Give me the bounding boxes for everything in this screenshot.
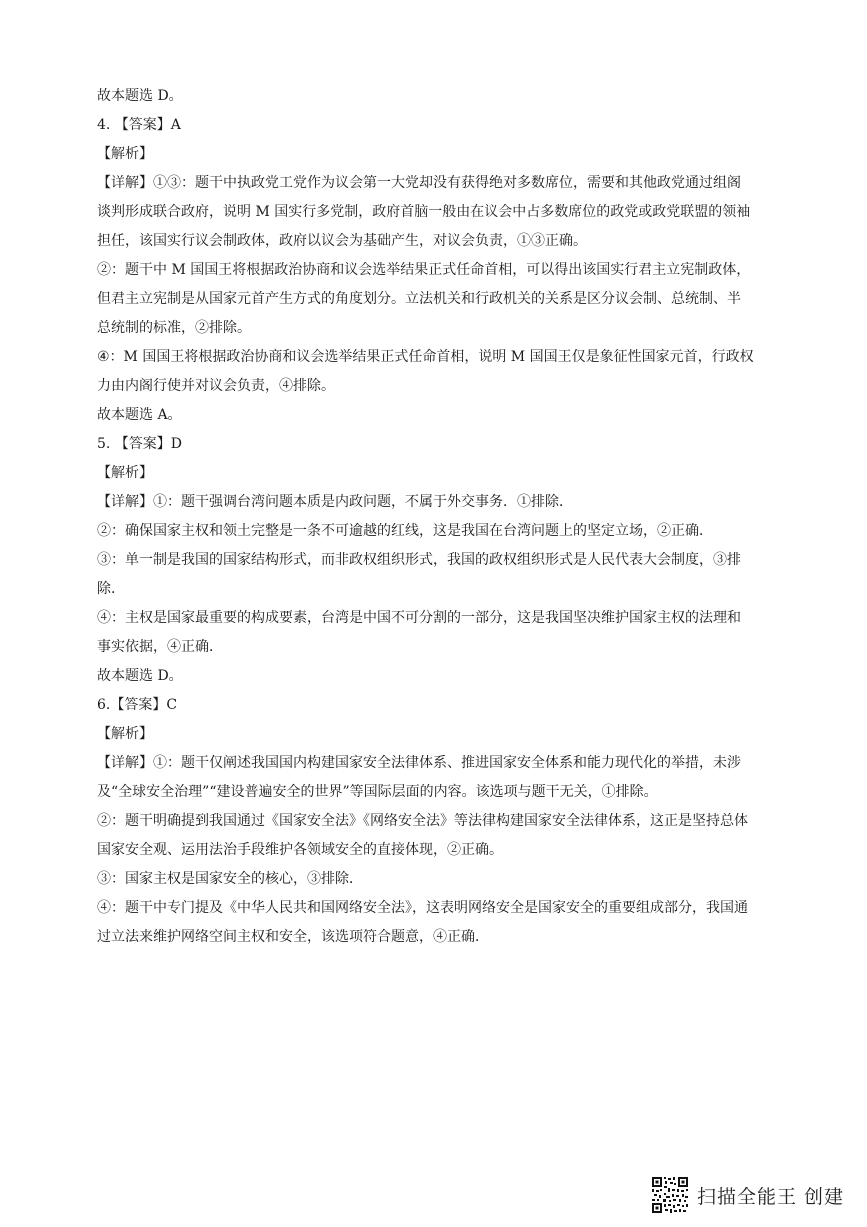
text-line: 【详解】①：题干仅阐述我国国内构建国家安全法律体系、推进国家安全体系和能力现代化的举措，未涉 [97, 755, 741, 771]
text-line: ③：单一制是我国的国家结构形式，而非政权组织形式，我国的政权组织形式是人民代表大会制度，③排 [97, 552, 741, 568]
question-6-answer: 6.【答案】C [97, 697, 178, 713]
text-line: 除． [97, 581, 125, 597]
text-line: 【详解】①：题干强调台湾问题本质是内政问题，不属于外交事务．①排除． [97, 494, 573, 510]
text-line: 故本题选 D。 [97, 668, 183, 684]
text-line: 担任，该国实行议会制政体，政府以议会为基础产生，对议会负责，①③正确。 [97, 233, 587, 249]
scanner-brand-label: 扫描全能王 创建 [697, 1185, 845, 1208]
text-line: 【详解】①③：题干中执政党工党作为议会第一大党却没有获得绝对多数席位，需要和其他政党通过组阁 [97, 175, 741, 191]
text-line: 国家安全观、运用法治手段维护各领域安全的直接体现，②正确。 [97, 842, 503, 858]
text-line: 故本题选 A。 [97, 407, 182, 423]
text-line: 总统制的标准，②排除。 [97, 320, 251, 336]
question-6-analysis-heading: 【解析】 [97, 726, 153, 742]
text-line: ④：主权是国家最重要的构成要素，台湾是中国不可分割的一部分，这是我国坚决维护国家主权的法理和 [97, 610, 741, 626]
text-line: ④：题干中专门提及《中华人民共和国网络安全法》，这表明网络安全是国家安全的重要组成部分，我国通 [97, 900, 748, 916]
question-5-answer: 5. 【答案】D [97, 436, 183, 452]
text-line: 过立法来维护网络空间主权和安全，该选项符合题意，④正确． [97, 929, 489, 945]
text-line: ②：题干中 M 国国王将根据政治协商和议会选举结果正式任命首相，可以得出该国实行君主立宪制政体， [97, 262, 751, 278]
text-line: 及“全球安全治理”“建设普遍安全的世界”等国际层面的内容。该选项与题干无关，①排除。 [97, 784, 658, 800]
text-line: 故本题选 D。 [97, 88, 183, 104]
text-line: 谈判形成联合政府，说明 M 国实行多党制，政府首脑一般由在议会中占多数席位的政党或政党联盟的领袖 [97, 204, 751, 220]
text-line: ②：确保国家主权和领土完整是一条不可逾越的红线，这是我国在台湾问题上的坚定立场，②正确． [97, 523, 713, 539]
question-4-analysis-heading: 【解析】 [97, 146, 153, 162]
question-5-analysis-heading: 【解析】 [97, 465, 153, 481]
qr-code-icon [651, 1176, 689, 1214]
scanner-watermark [651, 1174, 844, 1216]
answer-text [97, 82, 777, 952]
text-line: ④：M 国国王将根据政治协商和议会选举结果正式任命首相，说明 M 国国王仅是象征性国家元首，行政权 [97, 349, 754, 365]
question-4-answer: 4. 【答案】A [97, 117, 181, 133]
text-line: 力由内阁行使并对议会负责，④排除。 [97, 378, 335, 394]
text-line: ②：题干明确提到我国通过《国家安全法》《网络安全法》等法律构建国家安全法律体系，这正是坚持总体 [97, 813, 748, 829]
text-line: ③：国家主权是国家安全的核心，③排除． [97, 871, 363, 887]
text-line: 但君主立宪制是从国家元首产生方式的角度划分。立法机关和行政机关的关系是区分议会制、总统制、半 [97, 291, 741, 307]
text-line: 事实依据，④正确． [97, 639, 223, 655]
